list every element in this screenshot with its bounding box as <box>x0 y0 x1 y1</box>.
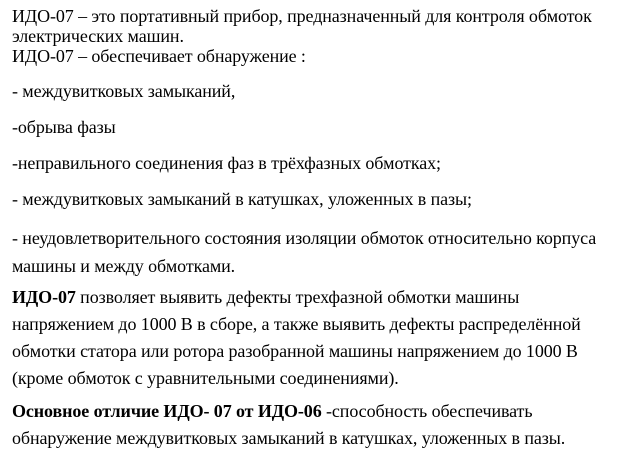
paragraph-difference-line-1 <box>12 398 632 425</box>
list-item-coil-interturn-shorts: - междувитковых замыканий в катушках, уложенных в пазы; <box>12 189 472 209</box>
paragraph-difference-line-1-rest: -способность обеспечивать <box>321 401 533 421</box>
intro-line-3: ИДО-07 – обеспечивает обнаружение : <box>12 46 306 66</box>
paragraph-capabilities-line-3: обмотки статора или ротора разобранной машины напряжением до 1000 В <box>12 341 578 361</box>
device-name-bold: ИДО-07 <box>12 287 76 307</box>
list-item-wrong-phase-connection: -неправильного соединения фаз в трёхфазных обмотках; <box>12 153 441 173</box>
paragraph-capabilities-line-4: (кроме обмоток с уравнительными соединениями). <box>12 368 399 388</box>
difference-heading-bold: Основное отличие ИДО- 07 от ИДО-06 <box>12 401 322 421</box>
list-item-phase-break: -обрыва фазы <box>12 117 116 137</box>
paragraph-capabilities-line-1-rest: позволяет выявить дефекты трехфазной обмотки машины <box>75 287 520 307</box>
intro-line-1: ИДО-07 – это портативный прибор, предназначенный для контроля обмоток <box>12 6 592 26</box>
list-item-interturn-shorts: - междувитковых замыканий, <box>12 81 236 101</box>
paragraph-capabilities <box>12 284 632 392</box>
list-item-insulation-state <box>12 224 632 280</box>
paragraph-capabilities-line-1 <box>12 284 632 311</box>
paragraph-main-difference <box>12 398 632 452</box>
list-item-insulation-line-2: машины и между обмотками. <box>12 256 236 276</box>
list-item-insulation-line-1: - неудовлетворительного состояния изоляции обмоток относительно корпуса <box>12 228 597 248</box>
paragraph-difference-line-2: обнаружение междувитковых замыканий в катушках, уложенных в пазы. <box>12 428 566 448</box>
intro-line-2: электрических машин. <box>12 26 184 46</box>
paragraph-capabilities-line-2: напряжением до 1000 В в сборе, а также выявить дефекты распределённой <box>12 314 581 334</box>
document-body <box>12 6 632 452</box>
